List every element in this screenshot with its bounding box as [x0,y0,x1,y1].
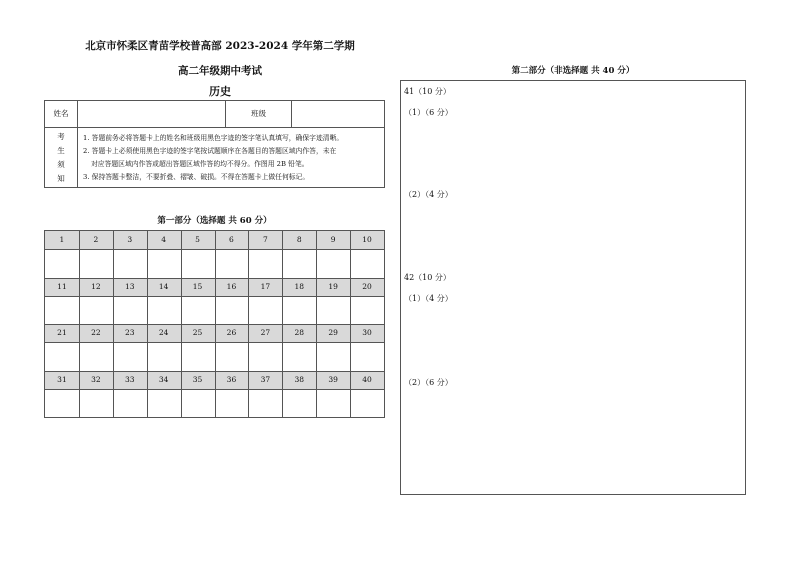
question-41-part1-label: （1）（6 分） [404,108,453,117]
answer-cell[interactable] [113,296,147,325]
question-number: 21 [57,328,67,337]
question-number: 28 [294,328,305,337]
answer-cell[interactable] [248,389,282,418]
part1-title: 第一部分（选择题 共 60 分） [157,216,272,226]
answer-cell[interactable] [45,249,79,278]
notice-char: 知 [57,174,65,183]
question-number: 5 [195,235,200,244]
answer-cell[interactable] [316,342,350,371]
part2-title: 第二部分（非选择题 共 40 分） [511,66,635,76]
question-number: 22 [91,328,101,337]
question-number: 24 [158,328,169,337]
answer-cell[interactable] [316,389,350,418]
answer-cell[interactable] [215,342,249,371]
answer-cell[interactable] [316,296,350,325]
exam-title: 高二年级期中考试 [178,65,262,77]
name-field[interactable] [78,101,226,127]
answer-cell[interactable] [113,249,147,278]
answer-cell[interactable] [215,296,249,325]
answer-cell[interactable] [350,296,384,325]
answer-cell[interactable] [181,389,215,418]
question-number: 34 [158,374,169,384]
answer-cell[interactable] [181,342,215,371]
choice-answer-grid [44,230,385,418]
notice-line: 3. 保持答题卡整洁，不要折叠、褶皱、破损。不得在答题卡上做任何标记。 [83,173,310,181]
grid-column-divider [282,231,283,417]
answer-cell[interactable] [350,342,384,371]
answer-cell[interactable] [181,296,215,325]
answer-cell[interactable] [248,296,282,325]
answer-cell[interactable] [282,296,316,325]
grid-column-divider [79,231,80,417]
grid-column-divider [215,231,216,417]
name-label: 姓名 [45,101,78,127]
question-number: 10 [362,235,372,244]
subject-title: 历史 [209,85,231,98]
answer-cell[interactable] [350,389,384,418]
question-number: 31 [57,374,67,384]
class-field[interactable] [292,101,384,127]
question-number: 1 [59,235,65,244]
grid-column-divider [316,231,317,417]
answer-cell[interactable] [45,389,79,418]
answer-cell[interactable] [248,249,282,278]
question-number: 39 [328,374,338,384]
answer-cell[interactable] [282,342,316,371]
answer-cell[interactable] [282,249,316,278]
answer-cell[interactable] [79,342,113,371]
answer-cell[interactable] [147,342,181,371]
question-42-part2-label: （2）（6 分） [404,378,453,387]
question-number: 40 [362,374,372,384]
question-41-label: 41（10 分） [404,87,451,96]
free-response-area[interactable] [400,80,746,495]
grid-column-divider [181,231,182,417]
question-number: 38 [294,374,305,384]
grid-column-divider [147,231,148,417]
question-number: 32 [91,374,101,384]
notice-text [83,132,383,184]
answer-cell[interactable] [45,342,79,371]
notice-line: 2. 答题卡上必须使用黑色字迹的签字笔按试题顺序在各题目的答题区域内作答，未在 [83,147,337,155]
grid-column-divider [248,231,249,417]
question-number: 7 [262,235,268,244]
school-year-title: 北京市怀柔区青苗学校普高部 2023-2024 学年第二学期 [85,40,355,52]
notice-char: 须 [57,160,65,169]
answer-cell[interactable] [147,389,181,418]
question-number: 4 [161,235,167,244]
notice-char: 考 [57,132,65,141]
question-number: 2 [93,235,99,244]
grid-column-divider [350,231,351,417]
answer-cell[interactable] [79,389,113,418]
notice-line: 1. 答题前务必将答题卡上的姓名和班级用黑色字迹的签字笔认真填写，确保字迹清晰。 [83,134,344,142]
question-number: 30 [362,328,372,337]
answer-cell[interactable] [147,296,181,325]
question-number: 8 [296,235,302,244]
notice-char: 生 [57,146,65,155]
answer-cell[interactable] [350,249,384,278]
info-row [45,101,384,128]
question-number: 23 [124,328,135,337]
question-41-part2-label: （2）（4 分） [404,190,453,199]
answer-cell[interactable] [181,249,215,278]
question-number: 16 [226,281,237,291]
question-number: 26 [226,328,237,337]
question-number: 12 [91,281,101,291]
question-number: 15 [192,281,203,291]
answer-cell[interactable] [282,389,316,418]
answer-cell[interactable] [316,249,350,278]
question-number: 14 [158,281,169,291]
question-number: 25 [192,328,203,337]
answer-cell[interactable] [147,249,181,278]
notice-label [45,127,78,188]
question-number: 19 [328,281,338,291]
question-number: 20 [362,281,372,291]
answer-cell[interactable] [79,296,113,325]
question-number: 17 [260,281,271,291]
notice-line: 对应答题区域内作答或超出答题区域作答的均不得分。作图用 2B 铅笔。 [91,160,309,168]
question-number: 11 [57,281,67,291]
question-42-part1-label: （1）（4 分） [404,294,453,303]
question-number: 9 [330,235,336,244]
question-number: 33 [124,374,135,384]
question-number: 3 [127,235,133,244]
answer-cell[interactable] [113,342,147,371]
student-info-box [44,100,385,188]
answer-cell[interactable] [248,342,282,371]
question-number: 35 [192,374,203,384]
class-label: 班级 [226,101,292,127]
answer-cell[interactable] [79,249,113,278]
question-number: 6 [229,235,234,244]
answer-cell[interactable] [113,389,147,418]
question-number: 29 [328,328,338,337]
question-number: 27 [260,328,271,337]
answer-cell[interactable] [215,249,249,278]
question-number: 37 [260,374,271,384]
question-42-label: 42（10 分） [404,273,451,282]
grid-column-divider [113,231,114,417]
answer-cell[interactable] [45,296,79,325]
question-number: 18 [294,281,305,291]
question-number: 13 [124,281,135,291]
question-number: 36 [226,374,237,384]
answer-cell[interactable] [215,389,249,418]
